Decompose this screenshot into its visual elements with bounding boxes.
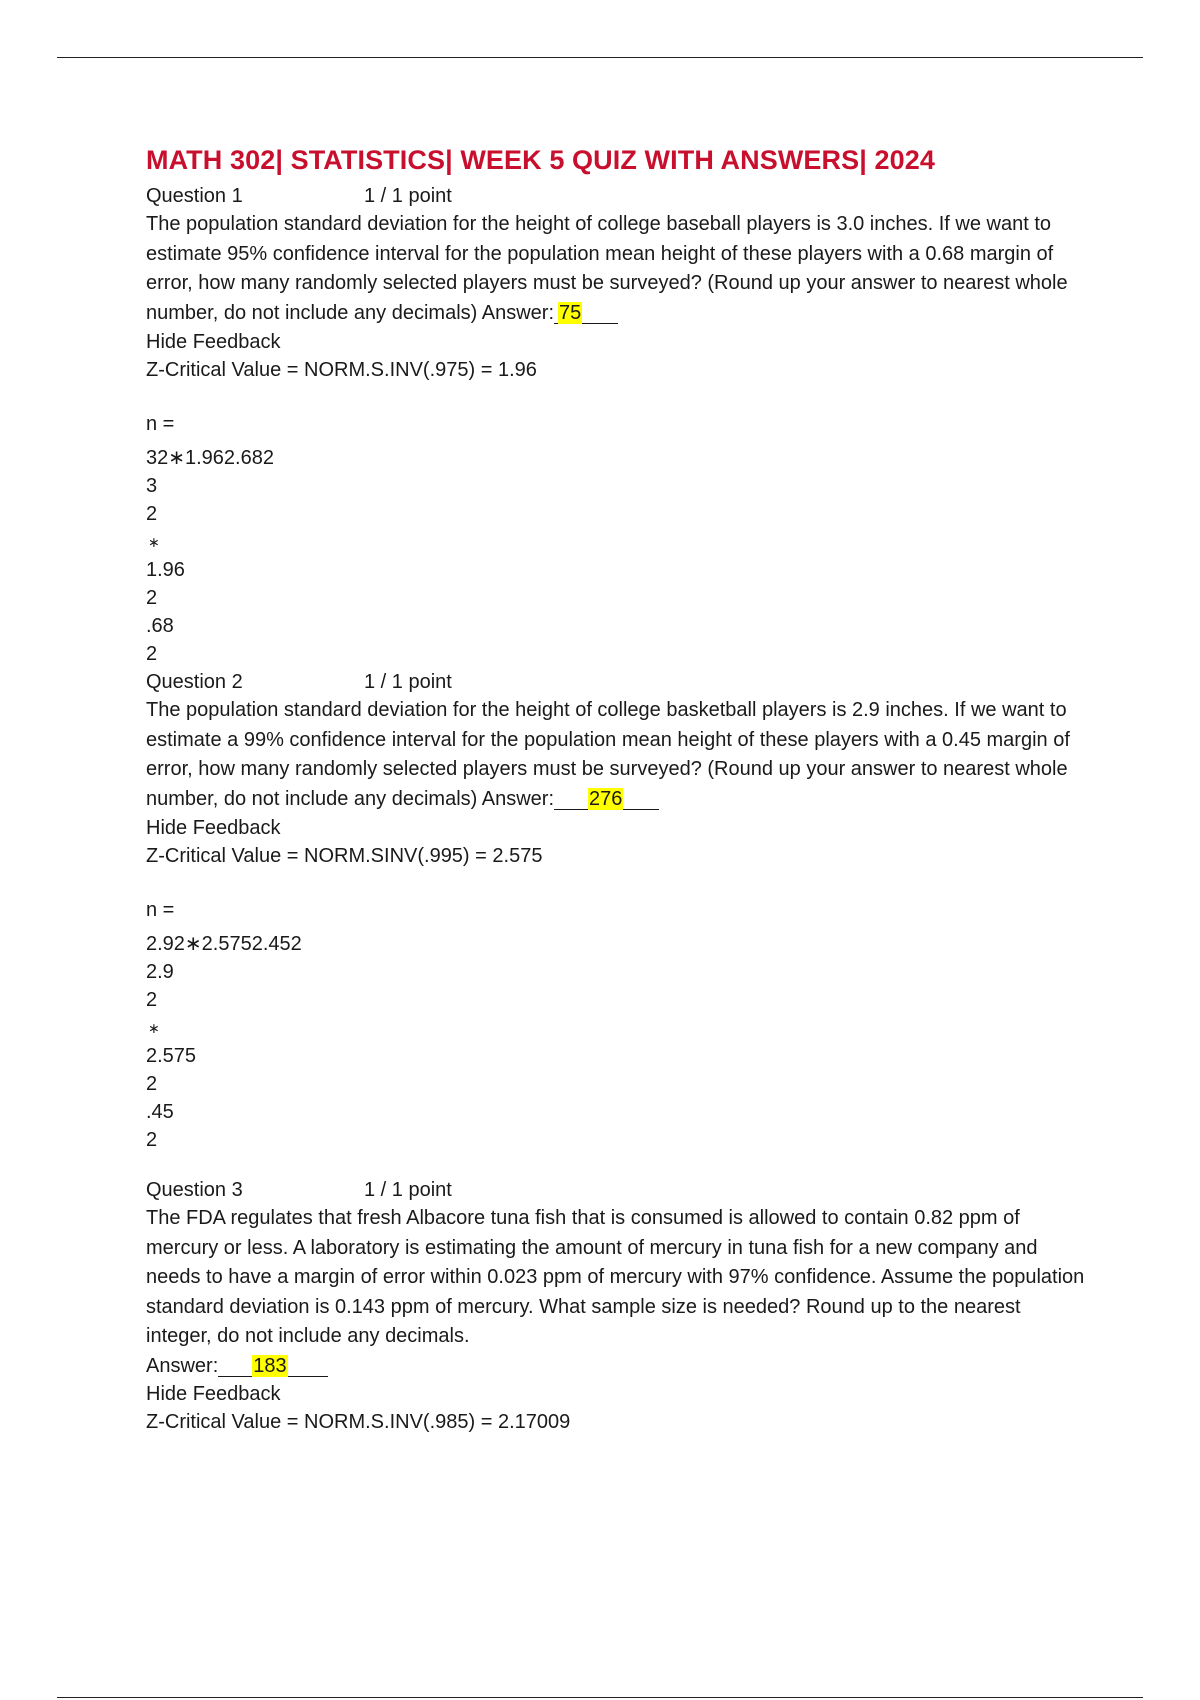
formula-line: 2.92∗2.5752.452 — [146, 933, 302, 955]
answer-line — [146, 1352, 1086, 1380]
z-critical-value: Z-Critical Value = NORM.SINV(.995) = 2.575 — [146, 845, 543, 867]
formula-line: ∗ — [148, 1020, 160, 1036]
hide-feedback-label: Hide Feedback — [146, 331, 281, 353]
page-content — [146, 140, 1086, 1436]
answer-value: 183 — [253, 1354, 287, 1377]
z-critical-value: Z-Critical Value = NORM.S.INV(.975) = 1.96 — [146, 359, 537, 381]
z-critical-value: Z-Critical Value = NORM.S.INV(.985) = 2.17009 — [146, 1410, 571, 1433]
question-text: The population standard deviation for the height of college baseball players is 3.0 inches. If we want to estimate 95% confidence interval for the population mean height of these players with a 0.68 margin of error, how many randomly selected players must be surveyed? (Round up your answer to nearest whole number, do not include any decimals) Answer: — [146, 213, 1068, 324]
question-points: 1 / 1 point — [364, 671, 452, 693]
n-label: n = — [146, 899, 175, 921]
formula-line: .45 — [146, 1101, 174, 1123]
formula-line: 2 — [146, 1129, 158, 1151]
formula-line: 2 — [146, 989, 158, 1011]
formula-line: ∗ — [148, 534, 160, 550]
question-1-text — [146, 210, 1086, 328]
question-number: Question 2 — [146, 671, 243, 693]
formula-line: 2 — [146, 587, 158, 609]
formula-line: 1.96 — [146, 559, 185, 581]
n-label: n = — [146, 413, 175, 435]
hide-feedback-label: Hide Feedback — [146, 817, 281, 839]
question-number: Question 1 — [146, 185, 243, 207]
bottom-rule — [57, 1697, 1143, 1698]
document-title: MATH 302| STATISTICS| WEEK 5 QUIZ WITH ANSWERS| 2024 — [146, 145, 935, 175]
question-3-header — [146, 1176, 1086, 1204]
question-1-header — [146, 182, 1086, 210]
question-2-header — [146, 668, 1086, 696]
question-2-text — [146, 696, 1086, 814]
formula-line: 2.575 — [146, 1045, 197, 1067]
answer-value: 276 — [589, 787, 623, 810]
formula-line: 2 — [146, 503, 158, 525]
question-text: The population standard deviation for the height of college basketball players is 2.9 inches. If we want to estimate a 99% confidence interval for the population mean height of these players with a 0.45 margin of error, how many randomly selected players must be surveyed? (Round up your answer to nearest whole number, do not include any decimals) Answer: — [146, 699, 1070, 810]
formula-line: 2 — [146, 1073, 158, 1095]
question-3 — [146, 1176, 1086, 1436]
question-number: Question 3 — [146, 1179, 243, 1201]
hide-feedback-label: Hide Feedback — [146, 1382, 281, 1405]
question-3-text: The FDA regulates that fresh Albacore tuna fish that is consumed is allowed to contain 0.82 ppm of mercury or less. A laboratory is estimating the amount of mercury in tuna fish for a new company and needs to have a margin of error within 0.023 ppm of mercury with 97% confidence. Assume the population standard deviation is 0.143 ppm of mercury. What sample size is needed? Round up to the nearest integer, do not include any decimals. — [146, 1207, 1085, 1347]
top-rule — [57, 57, 1143, 58]
answer-value: 75 — [559, 301, 582, 324]
formula-line: 32∗1.962.682 — [146, 447, 274, 469]
formula-line: 2 — [146, 643, 158, 665]
formula-line: 3 — [146, 475, 158, 497]
question-1 — [146, 182, 1086, 668]
answer-blank — [218, 1356, 327, 1377]
answer-blank — [554, 789, 659, 810]
formula-line: .68 — [146, 615, 174, 637]
formula-line: 2.9 — [146, 961, 174, 983]
answer-blank — [554, 303, 618, 324]
answer-label: Answer: — [146, 1354, 219, 1377]
question-points: 1 / 1 point — [364, 185, 452, 207]
question-points: 1 / 1 point — [364, 1179, 452, 1201]
question-2 — [146, 668, 1086, 1154]
